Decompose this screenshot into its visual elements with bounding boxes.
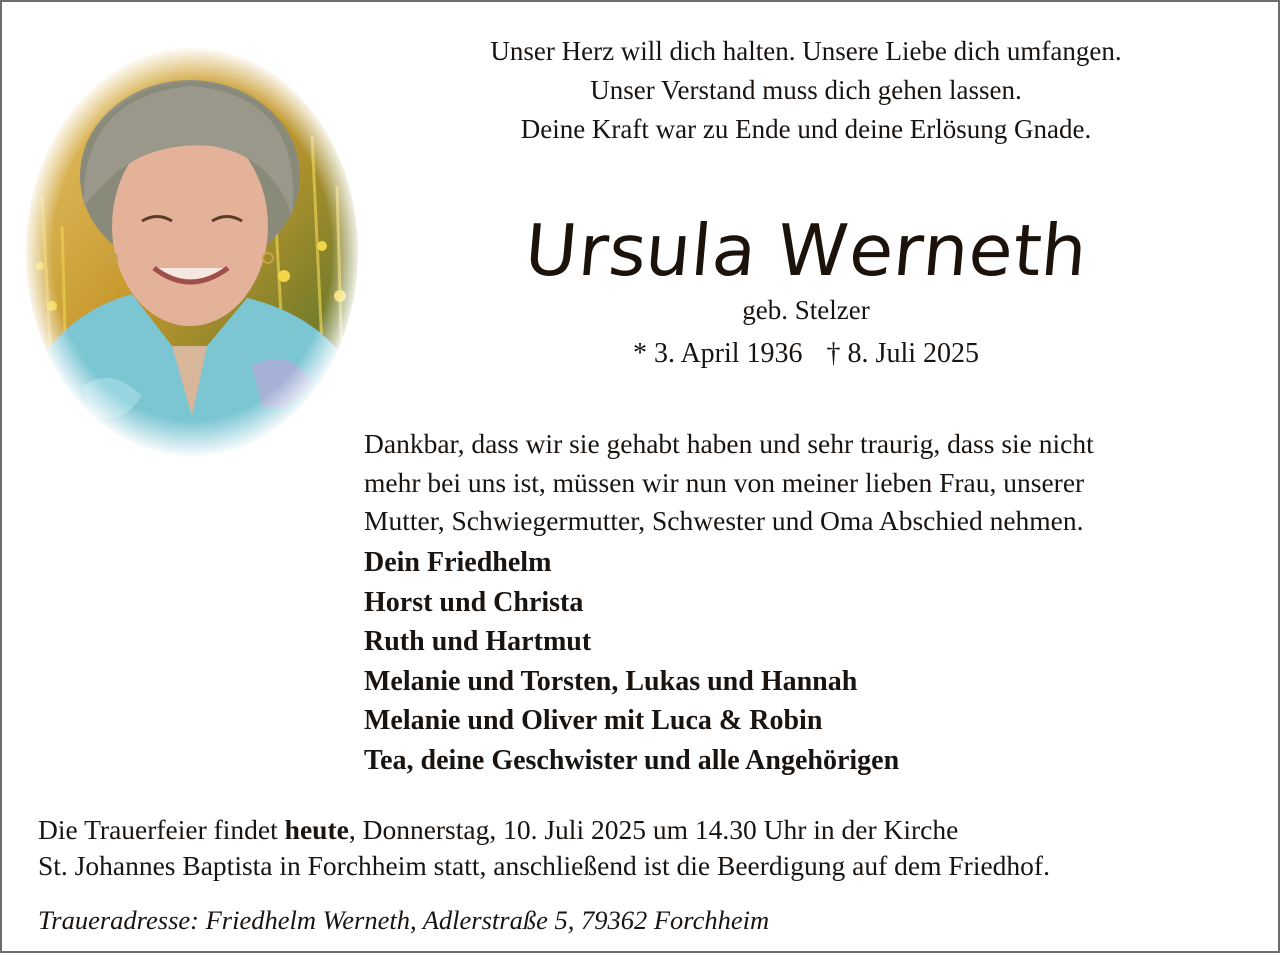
mourner-entry: Dein Friedhelm (364, 547, 552, 578)
service-text: Die Trauerfeier findet (38, 814, 285, 845)
message-line: Dankbar, dass wir sie gehabt haben und sehr traurig, dass sie nicht (364, 428, 1094, 459)
message-line: mehr bei uns ist, müssen wir nun von meiner lieben Frau, unserer (364, 466, 1085, 498)
farewell-message (364, 425, 1254, 541)
death-date: † 8. Juli 2025 (826, 338, 980, 369)
service-emphasis: heute (284, 814, 349, 845)
service-text: , Donnerstag, 10. Juli 2025 um 14.30 Uhr in der Kirche (348, 814, 959, 845)
mourner-entry: Ruth und Hartmut (364, 626, 592, 657)
deceased-name: Ursula Werneth (521, 209, 1091, 292)
message-line: Mutter, Schwiegermutter, Schwester und Oma Abschied nehmen. (364, 505, 1084, 536)
portrait-photo (22, 46, 362, 458)
mourner-entry: Melanie und Torsten, Lukas und Hannah (364, 665, 858, 697)
mourners-list (364, 543, 1254, 780)
funeral-service-info (38, 812, 1258, 884)
mourner-entry: Melanie und Oliver mit Luca & Robin (364, 705, 823, 736)
birth-date: * 3. April 1936 (632, 338, 803, 369)
service-line: St. Johannes Baptista in Forchheim statt, anschließend ist die Beerdigung auf dem Friedhof. (38, 850, 1050, 881)
mourner-entry: Horst und Christa (364, 586, 584, 618)
verse-line: Unser Herz will dich halten. Unsere Liebe dich umfangen. (490, 36, 1122, 66)
mourner-entry: Tea, deine Geschwister und alle Angehörigen (364, 744, 900, 776)
verse-line: Deine Kraft war zu Ende und deine Erlösung Gnade. (520, 114, 1092, 144)
life-dates (372, 335, 1240, 373)
service-line (38, 812, 1258, 848)
birth-name: geb. Stelzer (742, 295, 870, 325)
mourning-address: Traueradresse: Friedhelm Werneth, Adlerstraße 5, 79362 Forchheim (38, 905, 770, 935)
verse-line: Unser Verstand muss dich gehen lassen. (590, 75, 1022, 105)
memorial-verse (372, 32, 1240, 149)
